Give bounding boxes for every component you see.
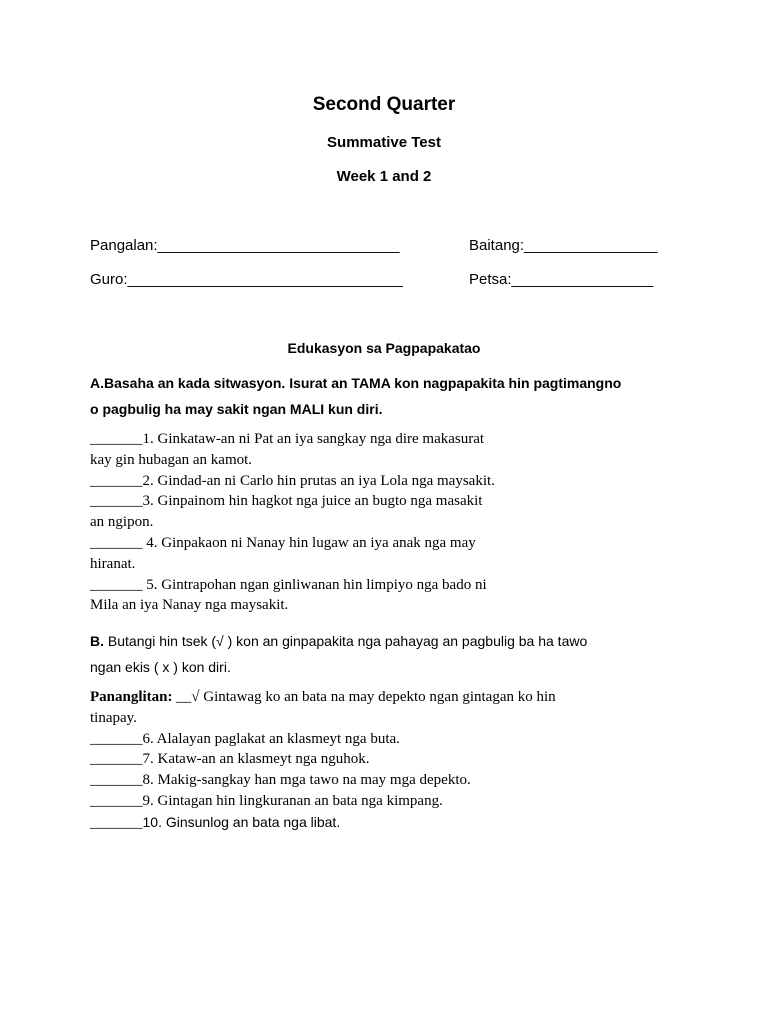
- example-label: Pananglitan:: [90, 689, 173, 705]
- section-a-line: _______3. Ginpainom hin hagkot nga juice an bugto nga masakit: [90, 493, 483, 510]
- section-b-instruction-line1: Butangi hin tsek (√ ) kon an ginpapakita nga pahayag an pagbulig ba ha tawo: [104, 633, 588, 649]
- item-text: 10. Ginsunlog an bata nga libat.: [142, 813, 341, 830]
- week-label: Week 1 and 2: [336, 168, 432, 185]
- section-a-line: _______1. Ginkataw-an ni Pat an iya sangkay nga dire makasurat: [90, 431, 485, 447]
- section-a-line: kay gin hubagan an kamot.: [90, 451, 253, 468]
- section-a-items: [90, 429, 690, 616]
- section-b-line-last: [90, 812, 690, 833]
- page-title: Second Quarter: [312, 94, 456, 115]
- example-text: __√ Gintawag ko an bata na may depekto ngan gintagan ko hin: [172, 689, 556, 705]
- section-b-items: [90, 687, 690, 833]
- section-b-line: _______7. Kataw-an an klasmeyt nga nguhok.: [90, 751, 370, 768]
- page-subtitle: Summative Test: [327, 134, 441, 151]
- teacher-field: Guro:_________________________________: [90, 271, 403, 288]
- subject-heading: Edukasyon sa Pagpapakatao: [287, 340, 481, 356]
- section-a-instruction-line1: Basaha an kada sitwasyon. Isurat an TAMA kon nagpapakita hin pagtimangno: [104, 375, 622, 391]
- grade-field: Baitang:________________: [469, 237, 658, 254]
- example-line: [90, 687, 690, 708]
- section-a-line: _______ 5. Gintrapohan ngan ginliwanan hin limpiyo nga bado ni: [90, 576, 487, 593]
- section-a-line: _______ 4. Ginpakaon ni Nanay hin lugaw an iya anak nga may: [90, 534, 476, 551]
- date-field: Petsa:_________________: [469, 271, 654, 288]
- section-a-line: hiranat.: [90, 555, 136, 572]
- name-field: Pangalan:_____________________________: [90, 237, 400, 254]
- section-b-instruction-line2: ngan ekis ( x ) kon diri.: [90, 659, 231, 675]
- section-b-line: _______9. Gintagan hin lingkuranan an bata nga kimpang.: [90, 792, 443, 809]
- section-a-label: A.: [90, 375, 104, 391]
- section-b-line: _______8. Makig-sangkay han mga tawo na may mga depekto.: [90, 772, 471, 789]
- section-a-instruction-line2: o pagbulig ha may sakit ngan MALI kun diri.: [90, 401, 383, 417]
- section-a-line: _______2. Gindad-an ni Carlo hin prutas an iya Lola nga maysakit.: [90, 472, 495, 489]
- section-a-instruction: [90, 370, 690, 422]
- section-b-line: _______6. Alalayan paglakat an klasmeyt nga buta.: [90, 730, 400, 747]
- section-b-instruction: [90, 628, 690, 680]
- example-line-continued: tinapay.: [90, 709, 137, 726]
- answer-blank: _______: [90, 814, 143, 831]
- section-a-line: Mila an iya Nanay nga maysakit.: [90, 597, 289, 614]
- section-b-label: B.: [90, 633, 104, 649]
- section-a-line: an ngipon.: [90, 514, 154, 531]
